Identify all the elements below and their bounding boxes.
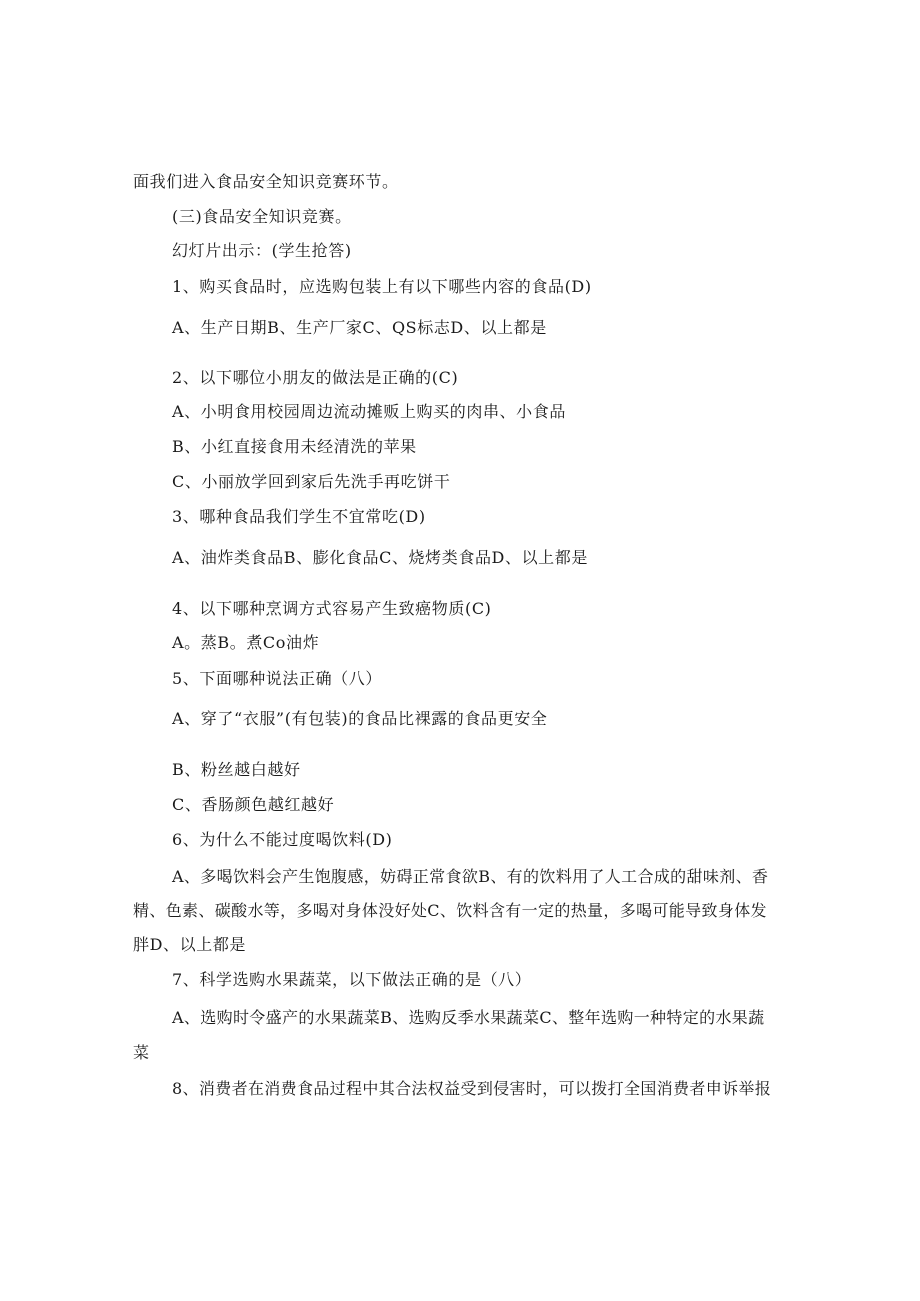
question-8: 8、消费者在消费食品过程中其合法权益受到侵害时，可以拨打全国消费者申诉举报 [172, 1079, 772, 1098]
question-4-options: A。蒸B。煮Co油炸 [172, 633, 320, 652]
question-2-option-a: A、小明食用校园周边流动摊贩上购买的肉串、小食品 [172, 402, 566, 421]
question-5: 5、下面哪种说法正确（八） [172, 669, 382, 688]
text-line: 幻灯片出示：(学生抢答) [172, 241, 352, 260]
text-line: 面我们进入食品安全知识竞赛环节。 [133, 172, 399, 191]
question-6: 6、为什么不能过度喝饮料(D) [172, 830, 393, 849]
question-6-options-line-1: A、多喝饮料会产生饱腹感，妨碍正常食欲B、有的饮料用了人工合成的甜味剂、香 [172, 867, 769, 886]
question-6-options-line-3: 胖D、以上都是 [133, 935, 247, 954]
question-2-option-c: C、小丽放学回到家后先洗手再吃饼干 [172, 472, 451, 491]
question-7-options-line-1: A、选购时令盛产的水果蔬菜B、选购反季水果蔬菜C、整年选购一种特定的水果蔬 [172, 1008, 765, 1027]
question-7: 7、科学选购水果蔬菜，以下做法正确的是（八） [172, 970, 532, 989]
question-5-option-b: B、粉丝越白越好 [172, 760, 301, 779]
question-1-options: A、生产日期B、生产厂家C、QS标志D、以上都是 [172, 318, 547, 337]
question-7-options-line-2: 菜 [133, 1043, 150, 1062]
section-heading: (三)食品安全知识竞赛。 [172, 207, 352, 226]
question-2-option-b: B、小红直接食用未经清洗的苹果 [172, 437, 417, 456]
question-1: 1、购买食品时，应选购包装上有以下哪些内容的食品(D) [172, 277, 592, 296]
question-5-option-a: A、穿了“衣服”(有包装)的食品比裸露的食品更安全 [172, 709, 548, 728]
question-4: 4、以下哪种烹调方式容易产生致癌物质(C) [172, 599, 492, 618]
question-6-options-line-2: 精、色素、碳酸水等，多喝对身体没好处C、饮料含有一定的热量，多喝可能导致身体发 [133, 901, 767, 920]
question-3: 3、哪种食品我们学生不宜常吃(D) [172, 507, 426, 526]
question-2: 2、以下哪位小朋友的做法是正确的(C) [172, 368, 459, 387]
question-3-options: A、油炸类食品B、膨化食品C、烧烤类食品D、以上都是 [172, 548, 588, 567]
question-5-option-c: C、香肠颜色越红越好 [172, 795, 335, 814]
